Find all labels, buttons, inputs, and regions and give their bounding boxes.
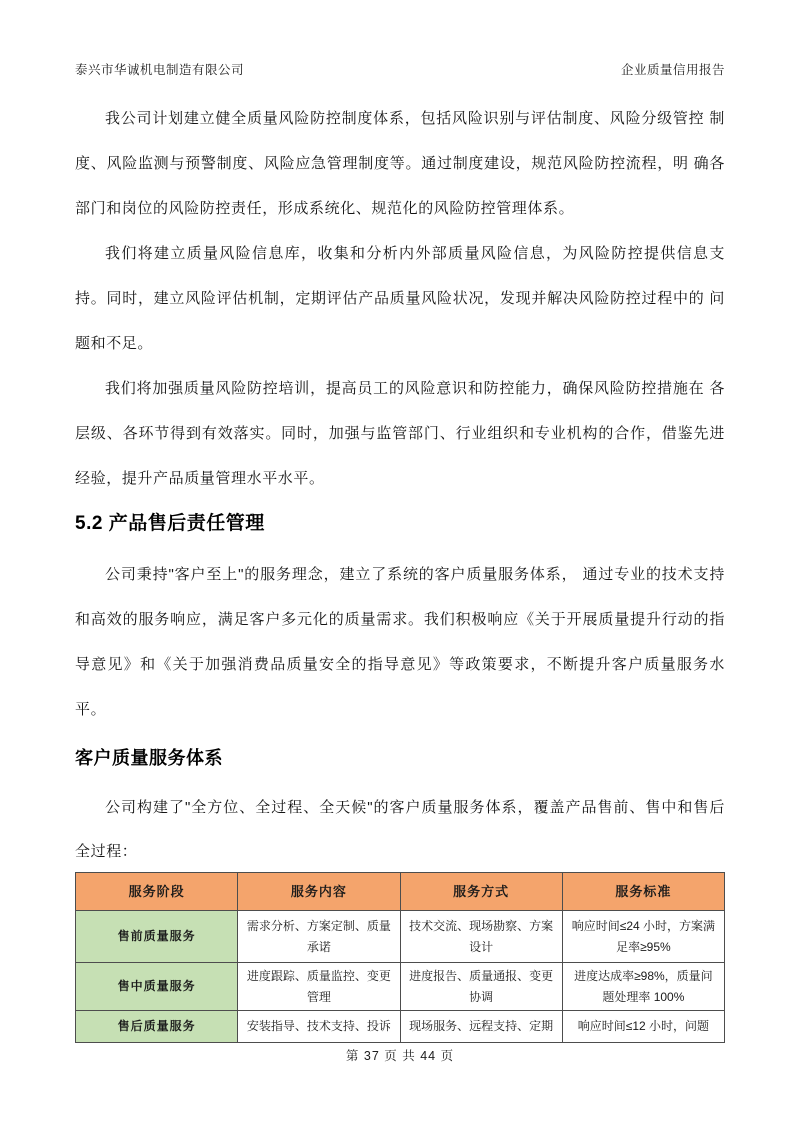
cell-presale-content: 需求分析、方案定制、质量承诺 (238, 911, 400, 963)
cell-midsale-stage: 售中质量服务 (76, 963, 238, 1011)
cell-aftersale-content: 安装指导、技术支持、投诉 (238, 1011, 400, 1043)
cell-presale-standard: 响应时间≤24 小时，方案满足率≥95% (562, 911, 724, 963)
cell-aftersale-method: 现场服务、远程支持、定期 (400, 1011, 562, 1043)
table-row-presale (76, 911, 725, 963)
page-header (75, 60, 725, 78)
paragraph-customer-first-service: 公司秉持"客户至上"的服务理念，建立了系统的客户质量服务体系， 通过专业的技术支持和高效的服务响应，满足客户多元化的质量需求。我们积极响应《关于开展质量提升行动的指导意见》和《关于加强消费品质量安全的指导意见》等政策要求，不断提升客户质量服务水平。 (75, 566, 725, 718)
table-header-row (76, 873, 725, 911)
column-header-service-stage: 服务阶段 (76, 873, 238, 911)
header-report-title: 企业质量信用报告 (620, 63, 725, 77)
table-row-midsale (76, 963, 725, 1011)
table-row-aftersale (76, 1011, 725, 1043)
section-heading-5-2: 5.2 产品售后责任管理 (75, 513, 265, 534)
cell-aftersale-stage: 售后质量服务 (76, 1011, 238, 1043)
customer-service-table (75, 872, 725, 1043)
cell-presale-stage: 售前质量服务 (76, 911, 238, 963)
header-company-name: 泰兴市华诚机电制造有限公司 (75, 63, 245, 77)
paragraph-risk-training: 我们将加强质量风险防控培训，提高员工的风险意识和防控能力，确保风险防控措施在 各层级、各环节得到有效落实。同时，加强与监管部门、行业组织和专业机构的合作，借鉴先进经验，提升产品质量管理水平水平。 (75, 380, 725, 487)
page-number-footer: 第 37 页 共 44 页 (345, 1049, 455, 1063)
cell-presale-method: 技术交流、现场勘察、方案设计 (400, 911, 562, 963)
cell-midsale-standard: 进度达成率≥98%，质量问题处理率 100% (562, 963, 724, 1011)
cell-midsale-method: 进度报告、质量通报、变更协调 (400, 963, 562, 1011)
column-header-service-method: 服务方式 (400, 873, 562, 911)
column-header-service-content: 服务内容 (238, 873, 400, 911)
paragraph-service-coverage: 公司构建了"全方位、全过程、全天候"的客户质量服务体系，覆盖产品售前、售中和售后全过程： (75, 799, 725, 860)
column-header-service-standard: 服务标准 (562, 873, 724, 911)
cell-midsale-content: 进度跟踪、质量监控、变更管理 (238, 963, 400, 1011)
document-body (75, 96, 725, 1043)
paragraph-risk-control-system: 我公司计划建立健全质量风险防控制度体系，包括风险识别与评估制度、风险分级管控 制度、风险监测与预警制度、风险应急管理制度等。通过制度建设，规范风险防控流程，明 确各部门和岗位的风险防控责任，形成系统化、规范化的风险防控管理体系。 (75, 110, 725, 217)
subsection-heading-service-system: 客户质量服务体系 (75, 748, 223, 768)
cell-aftersale-standard: 响应时间≤12 小时，问题 (562, 1011, 724, 1043)
paragraph-risk-info-database: 我们将建立质量风险信息库，收集和分析内外部质量风险信息，为风险防控提供信息支 持。同时，建立风险评估机制，定期评估产品质量风险状况，发现并解决风险防控过程中的 问题和不足。 (75, 245, 725, 352)
